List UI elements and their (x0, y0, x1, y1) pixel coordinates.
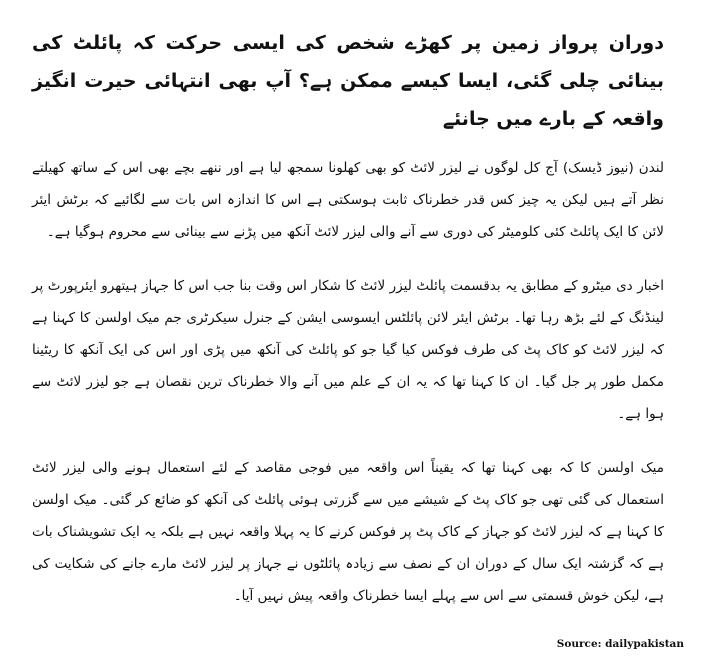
article-paragraph-2: اخبار دی میٹرو کے مطابق یہ بدقسمت پائلٹ لیزر لائٹ کا شکار اس وقت بنا جب اس کا جہاز ہیتھرو ایئرپورٹ پر لینڈنگ کے لئے بڑھ رہا تھا۔ برٹش ایئر لائن پائلٹس ایسوسی ایشن کے جنرل سیکرٹری جم میک اولسن کا کہنا ہے کہ لیزر لائٹ کو کاک پٹ کی طرف فوکس کیا گیا جو کو پائلٹ کی آنکھ میں پڑی اور اس کی ایک آنکھ کا ریٹینا مکمل طور پر جل گیا۔ ان کا کہنا تھا کہ یہ ان کے علم میں آنے والا خطرناک ترین نقصان ہے جو لیزر لائٹ سے ہوا ہے۔ (32, 278, 664, 422)
article-headline: دوران پرواز زمین پر کھڑے شخص کی ایسی حرکت کہ پائلٹ کی بینائی چلی گئی، ایسا کیسے ممکن ہے؟ آپ بھی انتہائی حیرت انگیز واقعہ کے بارے میں جانئے (32, 32, 664, 130)
source-credit: Source: dailypakistan (556, 638, 684, 650)
article-paragraph-3: میک اولسن کا کہ بھی کہنا تھا کہ یقیناً اس واقعہ میں فوجی مقاصد کے لئے استعمال ہونے والی لیزر لائٹ استعمال کی گئی تھی جو کاک پٹ کے شیشے میں سے گزرتی ہوئی پائلٹ کی آنکھ کو ضائع کر گئی۔ میک اولسن کا کہنا ہے کہ لیزر لائٹ کو جہاز کے کاک پٹ پر فوکس کرنے کا یہ پہلا واقعہ نہیں ہے بلکہ یہ ایک تشویشناک بات ہے کہ گزشتہ ایک سال کے دوران ان کے نصف سے زیادہ پائلٹوں نے جہاز پر لیزر لائٹ مارے جانے کی شکایت کی ہے، لیکن خوش قسمتی سے اس سے پہلے ایسا خطرناک واقعہ پیش نہیں آیا۔ (32, 460, 664, 604)
article-paragraph-1: لندن (نیوز ڈیسک) آج کل لوگوں نے لیزر لائٹ کو بھی کھلونا سمجھ لیا ہے اور ننھے بچے بھی اس کے ساتھ کھیلتے نظر آتے ہیں لیکن یہ چیز کس قدر خطرناک ثابت ہوسکتی ہے اس کا اندازہ اس بات سے لگائیے کہ برٹش ایئر لائن کا ایک پائلٹ کئی کلومیٹر کی دوری سے آنے والی لیزر لائٹ آنکھ میں پڑنے سے بینائی سے محروم ہوگیا ہے۔ (32, 160, 664, 240)
